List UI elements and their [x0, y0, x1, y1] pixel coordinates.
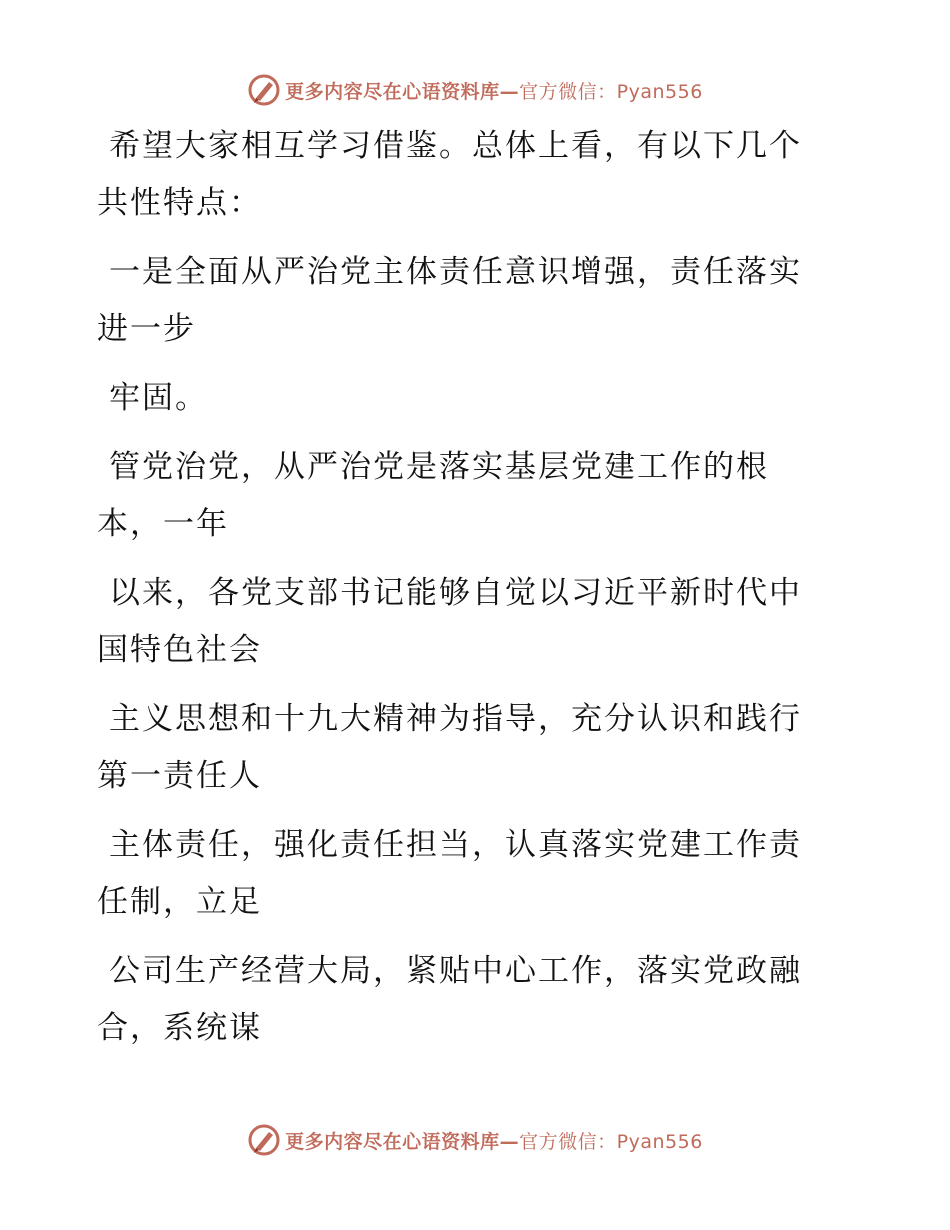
- text-line: 第一责任人: [97, 758, 262, 794]
- pen-logo-icon: [247, 1123, 281, 1157]
- watermark-text: 更多内容尽在心语资料库—官方微信：Pyan556: [285, 80, 703, 103]
- text-line: 任制，立足: [97, 884, 262, 920]
- text-line: 牢固。: [109, 380, 208, 416]
- text-line: 希望大家相互学习借鉴。总体上看，有以下几个: [109, 128, 802, 164]
- footer-watermark: [0, 1120, 950, 1160]
- text-line: 国特色社会: [97, 632, 262, 668]
- pen-logo-icon: [247, 73, 281, 107]
- watermark-text: 更多内容尽在心语资料库—官方微信：Pyan556: [285, 1130, 703, 1153]
- document-body: [97, 118, 837, 1057]
- text-line: 主体责任，强化责任担当，认真落实党建工作责: [109, 827, 802, 863]
- text-line: 以来，各党支部书记能够自觉以习近平新时代中: [109, 575, 802, 611]
- text-line: 合，系统谋: [97, 1010, 262, 1046]
- text-line: 主义思想和十九大精神为指导，充分认识和践行: [109, 701, 802, 737]
- header-watermark: [0, 70, 950, 110]
- text-line: 进一步: [97, 311, 196, 347]
- text-line: 本，一年: [97, 506, 229, 542]
- text-line: 公司生产经营大局，紧贴中心工作，落实党政融: [109, 953, 802, 989]
- text-line: 管党治党，从严治党是落实基层党建工作的根: [109, 449, 769, 485]
- text-line: 共性特点：: [97, 185, 262, 221]
- text-line: 一是全面从严治党主体责任意识增强，责任落实: [109, 254, 802, 290]
